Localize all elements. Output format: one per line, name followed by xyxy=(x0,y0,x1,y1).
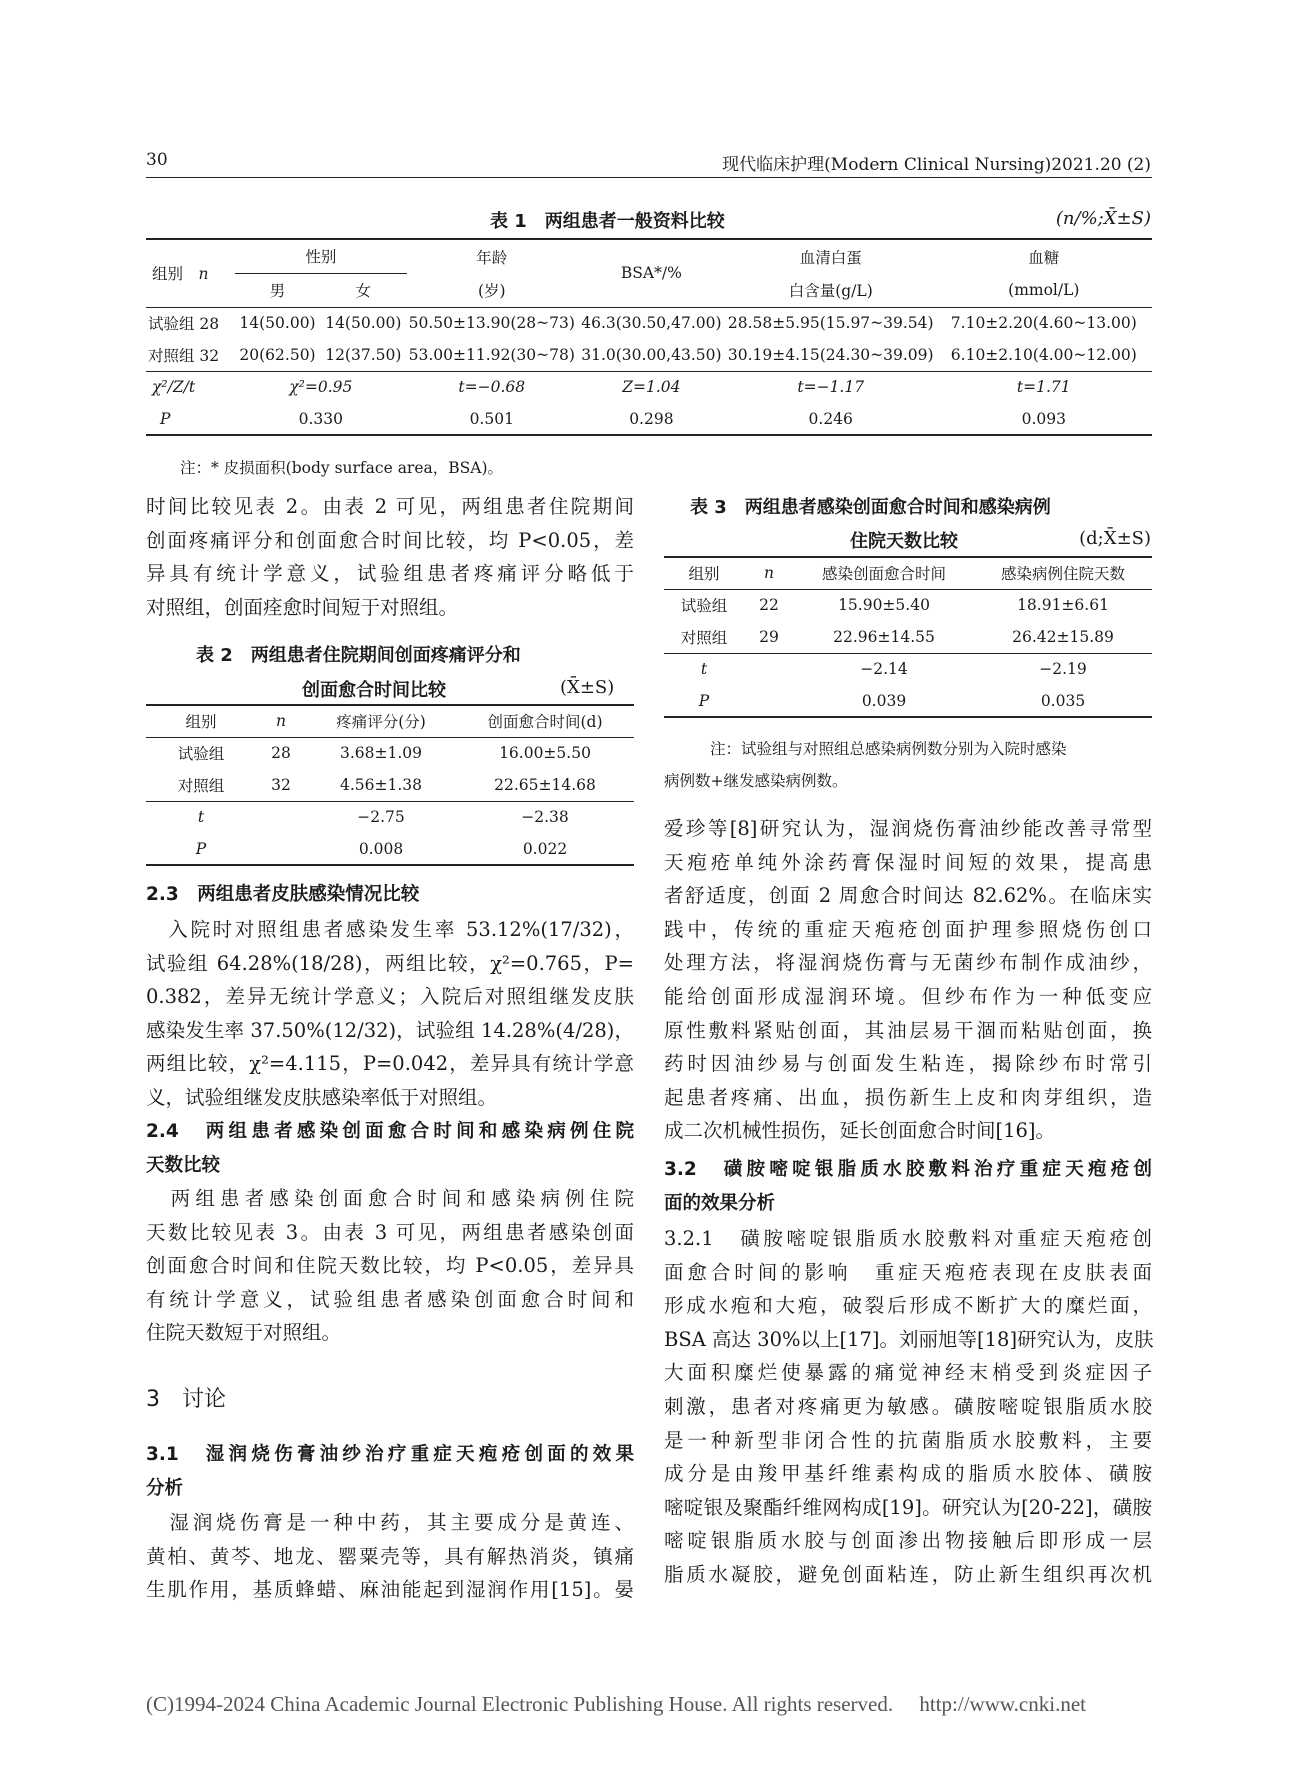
table3-unit: (d;X̄±S) xyxy=(1079,528,1151,549)
t1-h-glu-unit: (mmol/L) xyxy=(1008,280,1080,299)
section-2-3-heading: 2.3 两组患者皮肤感染情况比较 xyxy=(146,884,420,905)
left-para-4: 湿润烧伤膏是一种中药，其主要成分是黄连、 黄柏、黄芩、地龙、罂粟壳等，具有解热消炎，镇痛 生肌作用，基质蜂蜡、麻油能起到湿润作用[15]。晏 xyxy=(146,1511,634,1602)
left-para-3: 两组患者感染创面愈合时间和感染病例住院 天数比较见表 3。由表 3 可见，两组患者感染创面 创面愈合时间和住院天数比较，均 P<0.05，差异具 有统计学意义，试验组患者感染创面愈合时间和 住院天数短于对照组。 xyxy=(146,1187,634,1345)
table1 xyxy=(146,238,1152,436)
table-row: 对照组 32 20(62.50) 12(37.50) 53.00±11.92(30~78) 31.0(30.00,43.50) 30.19±4.15(24.30~39.09) 6.10±2.10(4.00~12.00) xyxy=(148,345,1137,365)
t1-h-glu: 血糖 xyxy=(936,239,1152,273)
t1-h-alb: 血清白蛋 xyxy=(726,239,936,273)
table2 xyxy=(146,704,634,866)
table-row: 对照组 29 22.96±14.55 26.42±15.89 xyxy=(680,627,1114,647)
table-row: 试验组 28 3.68±1.09 16.00±5.50 xyxy=(146,737,634,769)
table2-unit: (X̄±S) xyxy=(560,677,615,698)
t1-h-age: 年龄 xyxy=(407,239,577,273)
right-para-1: 爱珍等[8]研究认为，湿润烧伤膏油纱能改善寻常型 天疱疮单纯外涂药膏保湿时间短的效果，提高患 者舒适度，创面 2 周愈合时间达 82.62%。在临床实 践中，传统的重症天疱疮创面护理参照烧伤创口 处理方法，将湿润烧伤膏与无菌纱布制作成油纱， 能给创面形成湿润环境。但纱布作为一种低变应 原性敷料紧贴创面，其油层易干涸而粘贴创面，换 药时因油纱易与创面发生粘连，揭除纱布时常引 起患者疼痛、出血，损伤新生上皮和肉芽组织，造 成二次机械性损伤，延长创面愈合时间[16]。 xyxy=(664,817,1152,1143)
table1-note: 注：* 皮损面积(body surface area，BSA)。 xyxy=(180,459,504,477)
section-3-heading: 3 讨论 xyxy=(146,1387,226,1412)
t1-h-female: 女 xyxy=(355,282,372,300)
table-row-t: t −2.14 −2.19 xyxy=(664,653,1152,685)
t1-h-sex: 性别 xyxy=(235,239,407,273)
table-row-t: t −2.75 −2.38 xyxy=(146,801,634,833)
header-rule xyxy=(146,177,1152,178)
t1-h-group: 组别 n xyxy=(146,239,235,307)
table-row-p: P 0.039 0.035 xyxy=(664,685,1152,717)
table-row-p: P 0.330 0.501 0.298 0.246 0.093 xyxy=(146,403,1152,435)
table-header: 组别 n 疼痛评分(分) 创面愈合时间(d) xyxy=(146,705,634,737)
right-para-2: 3.2.1 磺胺嘧啶银脂质水胶敷料对重症天疱疮创 面愈合时间的影响 重症天疱疮表现在皮肤表面 形成水疱和大疱，破裂后形成不断扩大的糜烂面， BSA 高达 30%以上[17]。刘丽旭等[18]研究认为，皮肤 大面积糜烂使暴露的痛觉神经末梢受到炎症因子 刺激，患者对疼痛更为敏感。磺胺嘧啶银脂质水胶 是一种新型非闭合性的抗菌脂质水胶敷料，主要 成分是由羧甲基纤维素构成的脂质水胶体、磺胺 嘧啶银及聚酯纤维网构成[19]。研究认为[20-22]，磺胺 嘧啶银脂质水胶与创面渗出物接触后即形成一层 脂质水凝胶，避免创面粘连，防止新生组织再次机 xyxy=(664,1227,1154,1586)
table2-caption: 表 2 两组患者住院期间创面疼痛评分和 xyxy=(196,645,521,666)
t1-h-alb-unit: 白含量(g/L) xyxy=(788,281,873,300)
table2-caption-2: 创面愈合时间比较 xyxy=(302,680,446,701)
table-row-stat: χ²/Z/t χ²=0.95 t=−0.68 Z=1.04 t=−1.17 t=1.71 xyxy=(146,371,1152,403)
table3-caption: 表 3 两组患者感染创面愈合时间和感染病例 xyxy=(690,497,1051,518)
table3-note: 注：试验组与对照组总感染病例数分别为入院时感染 病例数+继发感染病例数。 xyxy=(664,740,1067,790)
t1-h-age-unit: (岁) xyxy=(477,281,506,300)
left-para-2: 入院时对照组患者感染发生率 53.12%(17/32)， 试验组 64.28%(18/28)，两组比较，χ²=0.765，P= 0.382，差异无统计学意义；入院后对照组继发皮肤 感染发生率 37.50%(12/32)，试验组 14.28%(4/28)， 两组比较，χ²=4.115，P=0.042，差异具有统计学意 义，试验组继发皮肤感染率低于对照组。 xyxy=(146,918,634,1109)
table1-unit: (n/%;X̄±S) xyxy=(1055,208,1151,229)
table3 xyxy=(664,556,1152,718)
table-row-p: P 0.008 0.022 xyxy=(146,833,634,865)
table1-caption: 表 1 两组患者一般资料比较 xyxy=(490,211,725,232)
copyright-footer: (C)1994-2024 China Academic Journal Electronic Publishing House. All rights reserved. http://www.cnki.net xyxy=(146,1692,1086,1716)
left-para-1: 时间比较见表 2。由表 2 可见，两组患者住院期间 创面疼痛评分和创面愈合时间比较，均 P<0.05，差 异具有统计学意义，试验组患者疼痛评分略低于 对照组，创面痊愈时间短于对照组。 xyxy=(146,495,634,619)
journal-header: 现代临床护理(Modern Clinical Nursing)2021.20 (2) xyxy=(722,155,1151,175)
table-row: 对照组 32 4.56±1.38 22.65±14.68 xyxy=(177,775,596,795)
section-3-1-heading: 3.1 湿润烧伤膏油纱治疗重症天疱疮创面的效果 分析 xyxy=(146,1444,634,1499)
t1-h-bsa: BSA*/% xyxy=(577,239,726,307)
table-header: 组别 n 感染创面愈合时间 感染病例住院天数 xyxy=(664,557,1152,589)
section-2-4-heading: 2.4 两组患者感染创面愈合时间和感染病例住院 天数比较 xyxy=(146,1121,634,1176)
section-3-2-heading: 3.2 磺胺嘧啶银脂质水胶敷料治疗重症天疱疮创 面的效果分析 xyxy=(664,1159,1152,1214)
table-row: 试验组 28 14(50.00) 14(50.00) 50.50±13.90(28~73) 46.3(30.50,47.00) 28.58±5.95(15.97~39.54) 7.10±2.20(4.60~13.00) xyxy=(146,307,1152,339)
table-row: 试验组 22 15.90±5.40 18.91±6.61 xyxy=(664,589,1152,621)
t1-h-male: 男 xyxy=(269,282,286,300)
table3-caption-2: 住院天数比较 xyxy=(850,531,958,552)
page-number: 30 xyxy=(146,150,168,170)
